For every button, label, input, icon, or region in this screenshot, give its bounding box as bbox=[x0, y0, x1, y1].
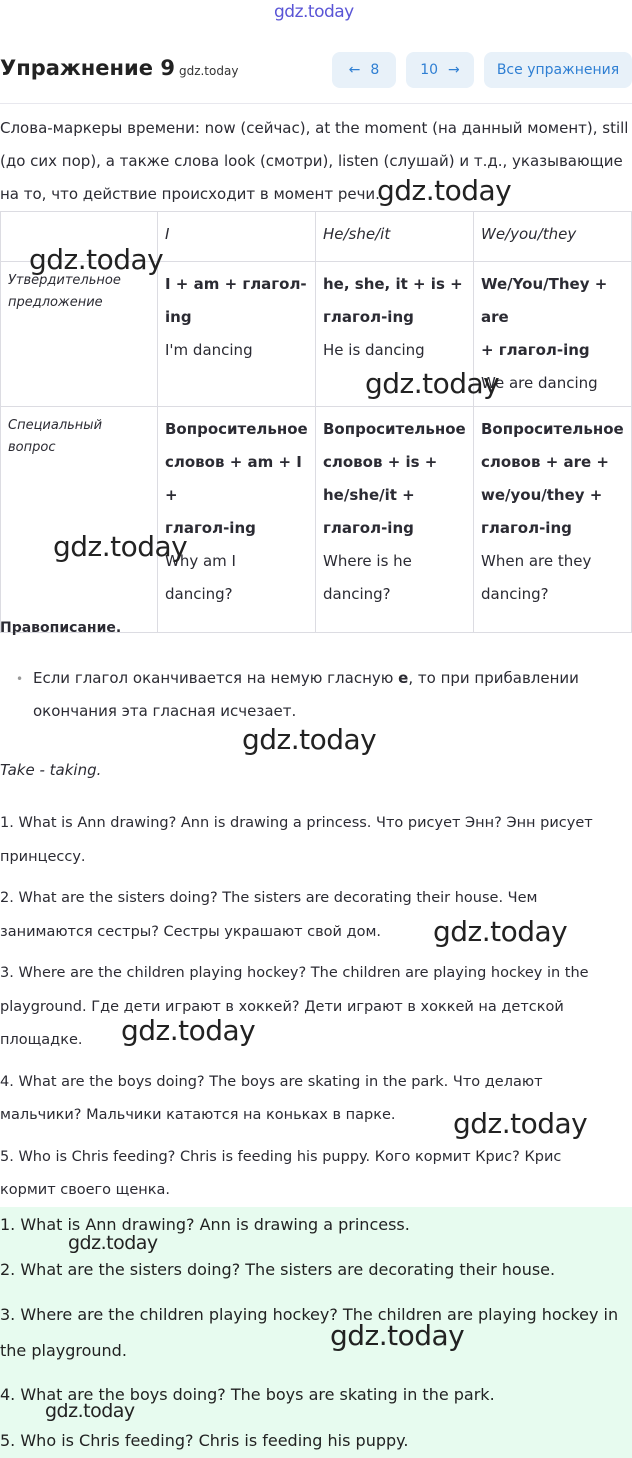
answer-line: 4. What are the boys doing? The boys are skating in the park. bbox=[0, 1385, 495, 1404]
table-cell: We/You/They + are + глагол-ing We are dancing bbox=[474, 262, 632, 407]
page-title: Упражнение 9 gdz.today bbox=[0, 56, 239, 80]
spelling-heading: Правописание. bbox=[0, 620, 122, 636]
exercise-translation: 1. What is Ann drawing? Ann is drawing a princess. Что рисует Энн? Энн рисует принцессу. 2. What are the sisters doing? The sisters are decorating their house. Чем занимаются сестры? Сестры украшают свой дом. 3. Where are the children playing hockey? The children are playing hockey in the playground. Где дети играют в хоккей? Дети играют в хоккей на детской площадке. 4. What are the boys doing? The boys are skating in the park. Что делают мальчики? Мальчики катаются на коньках в парке. 5. Who is Chris feeding? Chris is feeding his puppy. Кого кормит Крис? Крис кормит своего щенка. bbox=[0, 815, 593, 1198]
spelling-rule: Если глагол оканчивается на немую гласную е, то при прибавлении окончания эта гласная исчезает. bbox=[33, 669, 579, 720]
title-watermark: gdz.today bbox=[178, 64, 239, 78]
all-exercises-button[interactable]: Все упражнения bbox=[484, 52, 632, 88]
watermark-overlay: gdz.today bbox=[330, 1319, 465, 1352]
table-header-cell: He/she/it bbox=[316, 212, 474, 262]
divider bbox=[0, 103, 632, 104]
table-cell: Вопросительное словов + am + I + глагол-ing Why am I dancing? bbox=[158, 407, 316, 633]
table-header-cell: We/you/they bbox=[474, 212, 632, 262]
site-watermark: gdz.today bbox=[274, 2, 354, 22]
spelling-example: Take - taking. bbox=[0, 761, 102, 779]
answer-line: 3. Where are the children playing hockey? The children are playing hockey in bbox=[0, 1305, 619, 1324]
answer-line: 1. What is Ann drawing? Ann is drawing a princess. bbox=[0, 1215, 410, 1234]
watermark-overlay: gdz.today bbox=[45, 1400, 135, 1422]
watermark-overlay: gdz.today bbox=[377, 174, 512, 207]
table-header-cell: I bbox=[158, 212, 316, 262]
next-exercise-button[interactable]: 10 → bbox=[406, 52, 474, 88]
watermark-overlay: gdz.today bbox=[68, 1232, 158, 1254]
watermark-overlay: gdz.today bbox=[365, 367, 500, 400]
prev-exercise-button[interactable]: ← 8 bbox=[332, 52, 396, 88]
bullet-icon: • bbox=[16, 672, 24, 686]
table-cell: Вопросительное словов + are + we/you/they + глагол-ing When are they dancing? bbox=[474, 407, 632, 633]
row-label: Утвердительное предложение bbox=[1, 262, 158, 407]
arrow-right-icon: → bbox=[448, 62, 460, 78]
row-label: Специальный вопрос bbox=[1, 407, 158, 633]
watermark-overlay: gdz.today bbox=[433, 915, 568, 948]
arrow-left-icon: ← bbox=[348, 62, 361, 78]
exercise-header bbox=[0, 52, 632, 92]
watermark-overlay: gdz.today bbox=[121, 1014, 256, 1047]
watermark-overlay: gdz.today bbox=[29, 243, 164, 276]
table-cell: Вопросительное словов + is + he/she/it + глагол-ing Where is he dancing? bbox=[316, 407, 474, 633]
watermark-overlay: gdz.today bbox=[453, 1107, 588, 1140]
answer-line: 2. What are the sisters doing? The sisters are decorating their house. bbox=[0, 1260, 556, 1279]
answer-line: the playground. bbox=[0, 1341, 127, 1360]
watermark-overlay: gdz.today bbox=[242, 723, 377, 756]
watermark-overlay: gdz.today bbox=[53, 530, 188, 563]
intro-text: Слова-маркеры времени: now (сейчас), at the moment (на данный момент), still (до сих пор), а также слова look (смотри), listen (слушай) и т.д., указывающие на то, что действие происходит в момент речи. bbox=[0, 119, 629, 203]
answer-line: 5. Who is Chris feeding? Chris is feeding his puppy. bbox=[0, 1431, 409, 1450]
table-cell: he, she, it + is + глагол-ing He is dancing bbox=[316, 262, 474, 407]
table-cell: I + am + глагол- ing I'm dancing bbox=[158, 262, 316, 407]
